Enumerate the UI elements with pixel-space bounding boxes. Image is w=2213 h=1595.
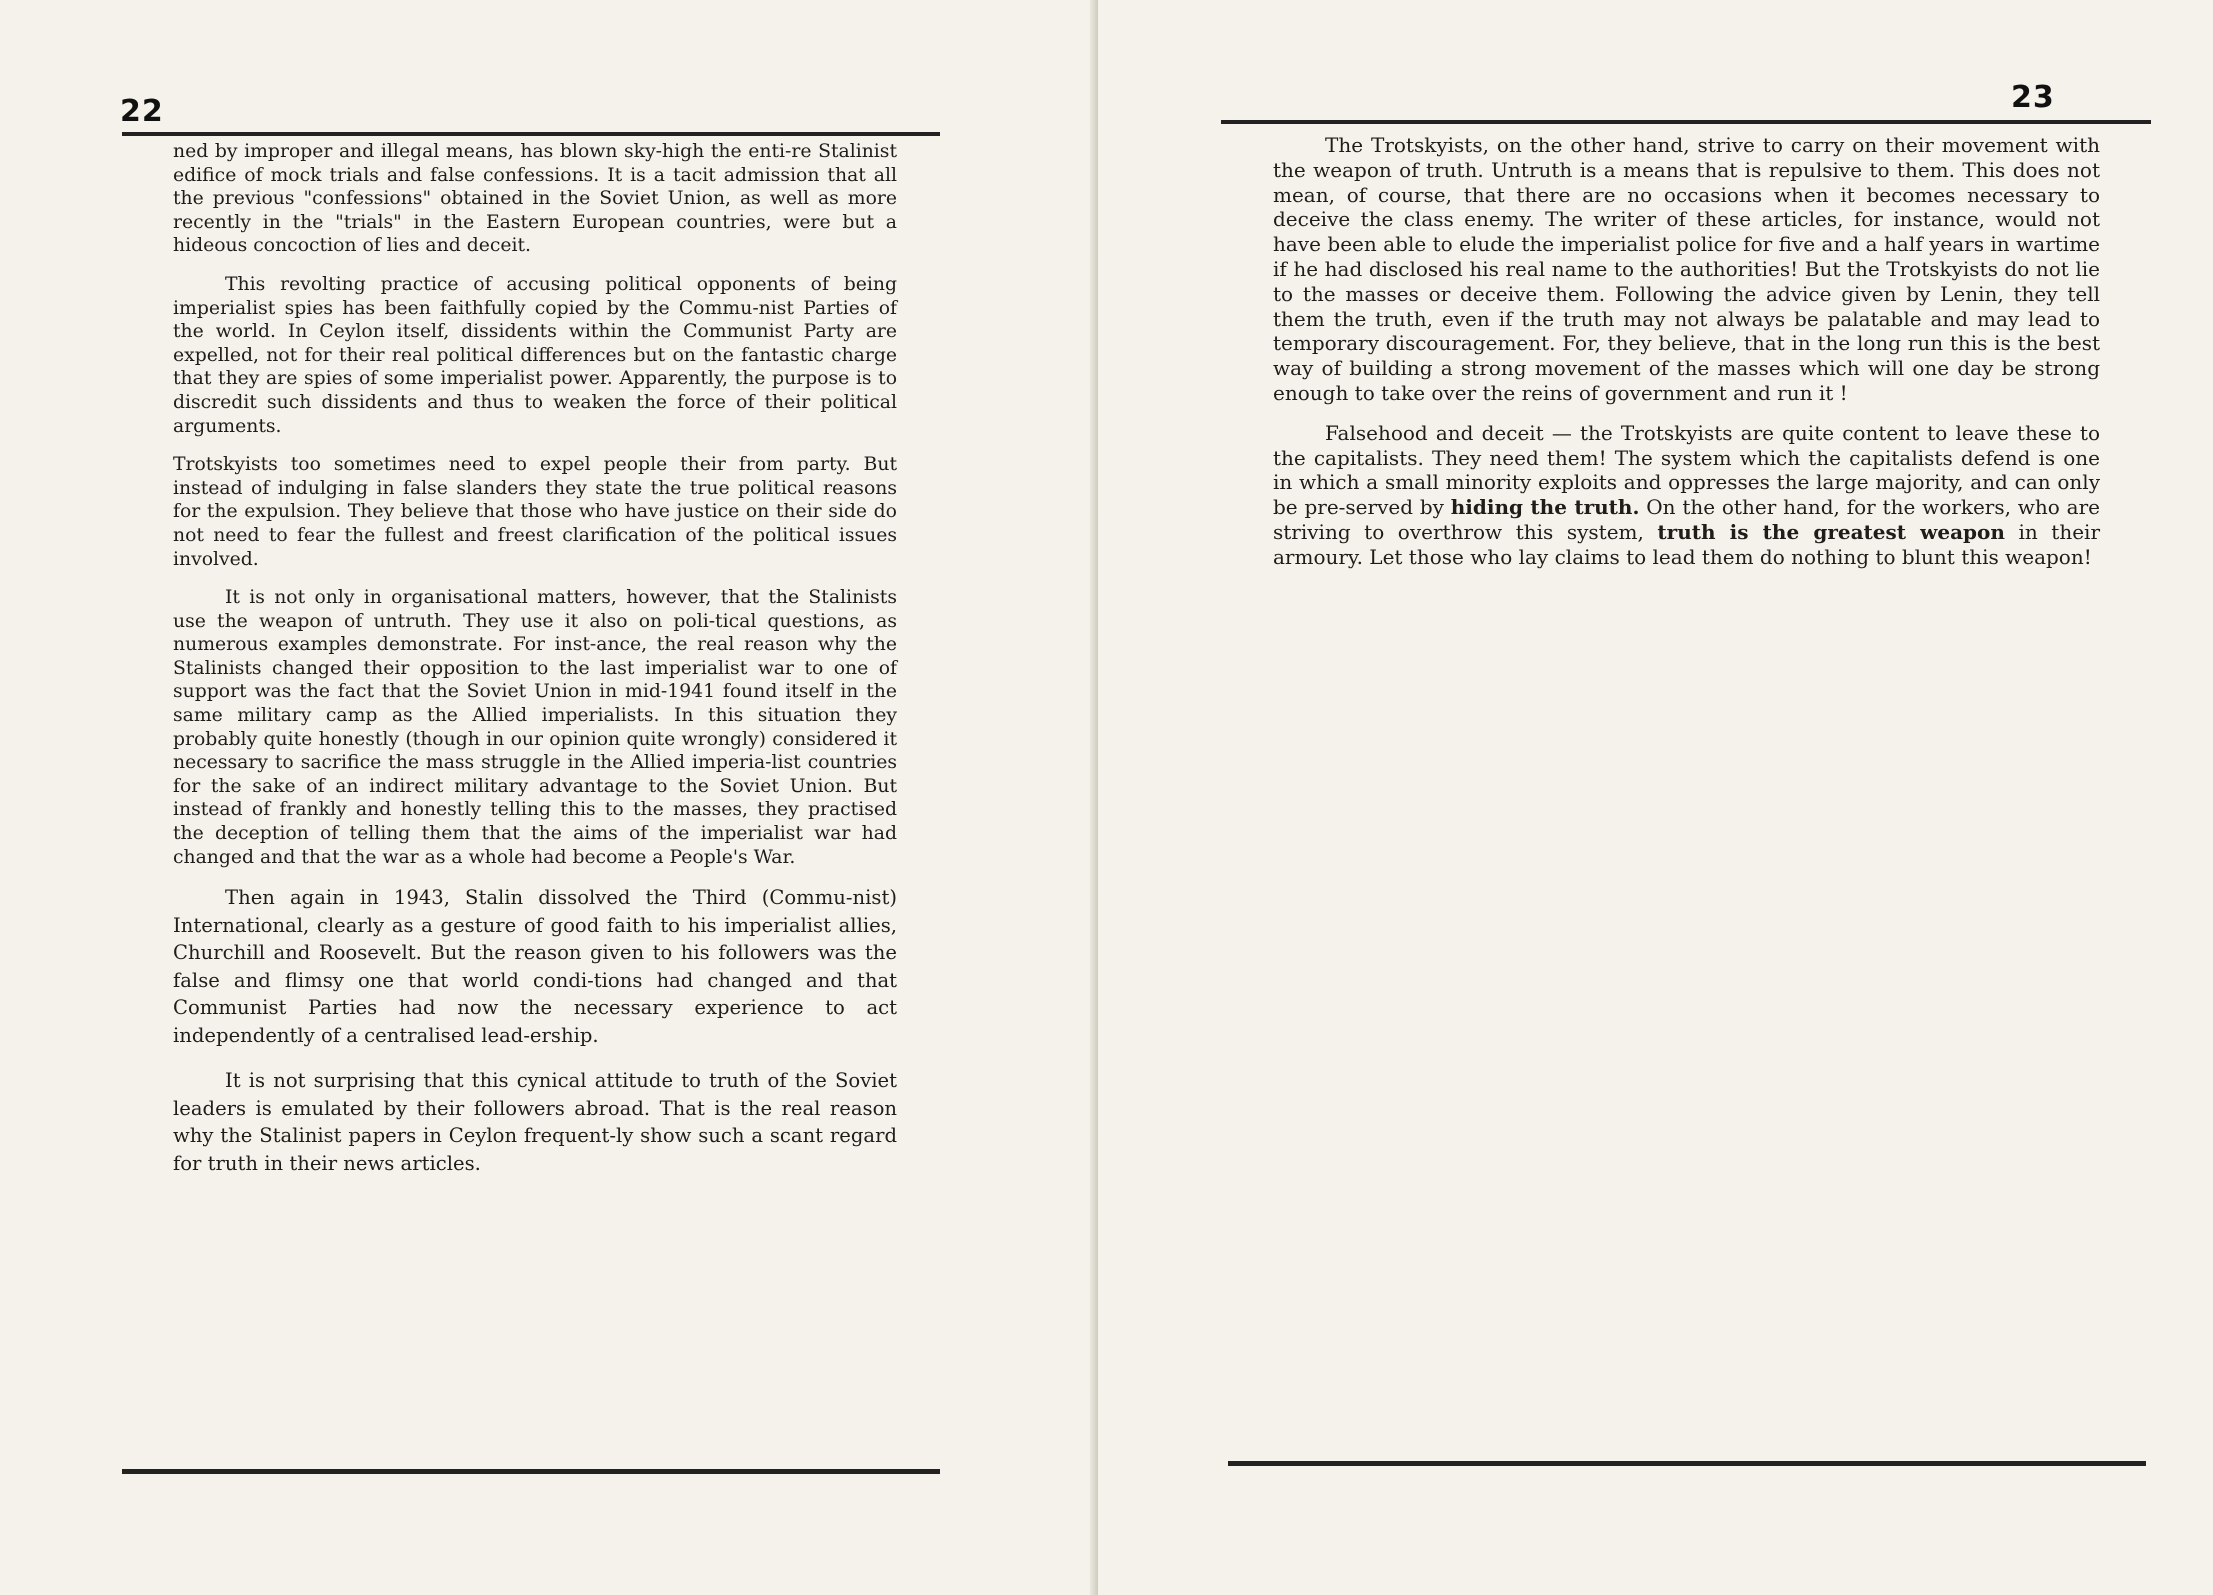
header-rule	[1221, 120, 2151, 124]
right-page	[1098, 0, 2213, 1595]
text-run: in their armoury. Let those who lay claims to lead them do nothing to blunt this weapon!	[1273, 519, 2100, 569]
paragraph: It is not surprising that this cynical attitude to truth of the Soviet leaders is emulated by their followers abroad. That is the real reason why the Stalinist papers in Ceylon frequent-ly show such a scant regard for truth in their news articles.	[173, 1069, 897, 1175]
paragraph: Then again in 1943, Stalin dissolved the Third (Commu-nist) International, clearly as a gesture of good faith to his imperialist allies, Churchill and Roosevelt. But the reason given to his followers was the false and flimsy one that world condi-tions had changed and that Communist Parties had now the necessary experience to act independently of a centralised lead-ership.	[173, 886, 897, 1047]
page-number: 22	[120, 94, 164, 129]
body-text	[1273, 133, 2100, 585]
body-text	[173, 140, 897, 1192]
header-rule	[122, 132, 940, 136]
paragraph: Trotskyists too sometimes need to expel people their from party. But instead of indulging in false slanders they state the true political reasons for the expulsion. They believe that those who have justice on their side do not need to fear the fullest and freest clarification of the political issues involved.	[173, 454, 897, 570]
text-run: Falsehood and deceit — the Trotskyists are quite content to leave these to the capitalists. They need them! The system which the capitalists defend is one in which a small minority exploits and oppresses the large majority, and can only be pre-served by	[1273, 420, 2100, 520]
emphasis: hiding the truth.	[1450, 495, 1640, 520]
left-page	[0, 0, 1098, 1595]
footer-rule	[122, 1469, 940, 1474]
paragraph: ned by improper and illegal means, has blown sky-high the enti-re Stalinist edifice of mock trials and false confessions. It is a tacit admission that all the previous "confessions" obtained in the Soviet Union, as well as more recently in the "trials" in the Eastern European countries, were but a hideous concoction of lies and deceit.	[173, 141, 897, 257]
emphasis: truth is the greatest weapon	[1657, 519, 2005, 544]
paragraph: It is not only in organisational matters, however, that the Stalinists use the weapon of untruth. They use it also on poli-tical questions, as numerous examples demonstrate. For inst-ance, the real reason why the Stalinists changed their opposition to the last imperialist war to one of support was the fact that the Soviet Union in mid-1941 found itself in the same military camp as the Allied imperialists. In this situation they probably quite honestly (though in our opinion quite wrongly) considered it necessary to sacrifice the mass struggle in the Allied imperia-list countries for the sake of an indirect military advantage to the Soviet Union. But instead of frankly and honestly telling this to the masses, they practised the deception of telling them that the aims of the imperialist war had changed and that the war as a whole had become a People's War.	[173, 587, 897, 868]
page-number: 23	[2011, 80, 2055, 115]
paragraph: The Trotskyists, on the other hand, strive to carry on their movement with the weapon of truth. Untruth is a means that is repulsive to them. This does not mean, of course, that there are no occasions when it becomes necessary to deceive the class enemy. The writer of these articles, for instance, would not have been able to elude the imperialist police for five and a half years in wartime if he had disclosed his real name to the authorities! But the Trotskyists do not lie to the masses or deceive them. Following the advice given by Lenin, they tell them the truth, even if the truth may not always be palatable and may lead to temporary discouragement. For, they believe, that in the long run this is the best way of building a strong movement of the masses which will one day be strong enough to take over the reins of government and run it !	[1273, 133, 2100, 405]
footer-rule	[1228, 1461, 2146, 1466]
paragraph	[1273, 421, 2100, 570]
text-run: On the other hand, for the workers, who are striving to overthrow this system,	[1273, 495, 2100, 544]
paragraph: This revolting practice of accusing political opponents of being imperialist spies has been faithfully copied by the Commu-nist Parties of the world. In Ceylon itself, dissidents within the Communist Party are expelled, not for their real political differences but on the fantastic charge that they are spies of some imperialist power. Apparently, the purpose is to discredit such dissidents and thus to weaken the force of their political arguments.	[173, 273, 897, 437]
